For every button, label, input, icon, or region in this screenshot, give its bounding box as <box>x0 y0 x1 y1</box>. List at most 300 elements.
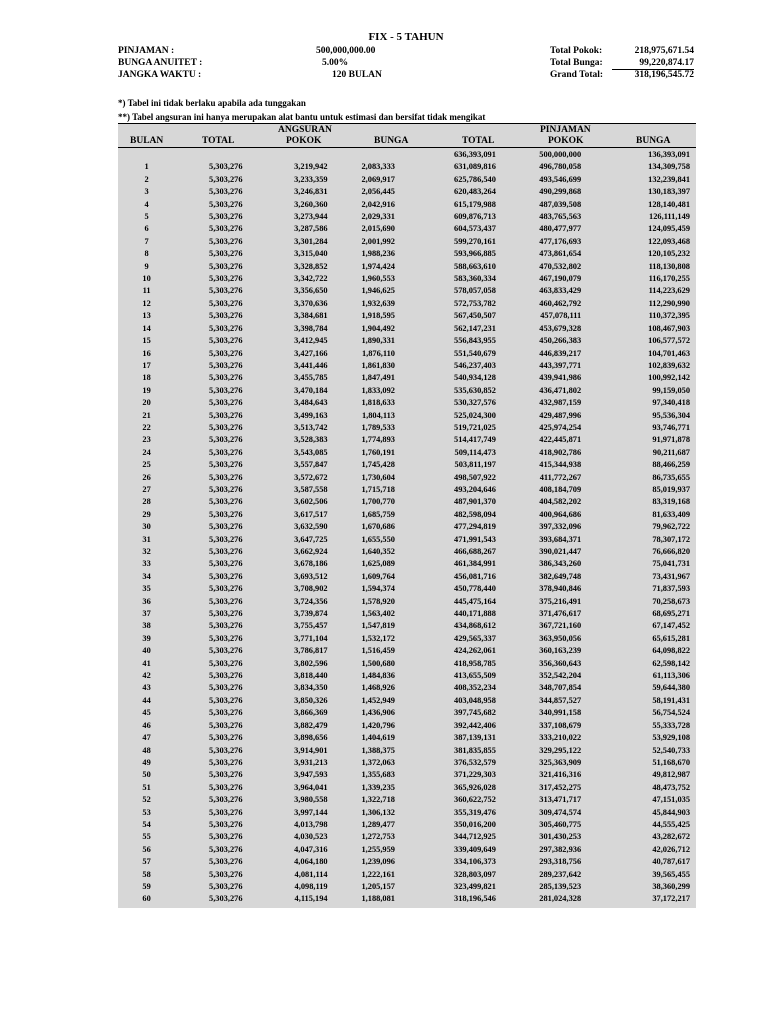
document-title: FIX - 5 TAHUN <box>368 31 444 43</box>
cell-angsuran-bunga: 1,670,686 <box>361 522 395 532</box>
cell-angsuran-pokok: 3,315,040 <box>294 249 328 259</box>
col-header-angsuran-total: TOTAL <box>202 136 235 146</box>
cell-pinjaman-pokok: 285,139,523 <box>539 881 582 891</box>
cell-angsuran-total: 5,303,276 <box>209 894 243 904</box>
col-header-angsuran-pokok: POKOK <box>286 136 322 146</box>
cell-angsuran-pokok: 3,931,213 <box>294 757 328 767</box>
cell-bulan: 7 <box>144 236 149 246</box>
cell-bulan: 2 <box>144 174 149 184</box>
table-row <box>118 571 696 583</box>
cell-pinjaman-bunga: 100,992,142 <box>648 373 690 383</box>
cell-pinjaman-pokok: 386,343,260 <box>539 559 582 569</box>
cell-angsuran-bunga: 1,322,718 <box>361 795 395 805</box>
cell-bulan: 45 <box>142 708 151 718</box>
cell-pinjaman-bunga: 88,466,259 <box>652 460 690 470</box>
cell-pinjaman-pokok: 450,266,383 <box>539 336 582 346</box>
cell-angsuran-bunga: 1,452,949 <box>361 695 395 705</box>
total-pokok-label: Total Pokok: <box>550 46 603 56</box>
cell-angsuran-bunga: 1,640,352 <box>361 547 395 556</box>
table-row <box>118 707 696 719</box>
cell-angsuran-bunga: 1,468,926 <box>361 683 395 693</box>
cell-angsuran-total: 5,303,276 <box>209 199 243 209</box>
table-header-rule <box>118 147 696 148</box>
cell-pinjaman-bunga: 64,098,822 <box>652 646 690 656</box>
cell-angsuran-pokok: 3,328,852 <box>294 261 328 271</box>
cell-angsuran-pokok: 3,602,506 <box>294 497 328 507</box>
cell-angsuran-pokok: 3,273,944 <box>294 212 328 222</box>
cell-angsuran-bunga: 1,255,959 <box>361 844 395 854</box>
cell-angsuran-pokok: 3,342,722 <box>294 274 328 284</box>
cell-angsuran-total: 5,303,276 <box>209 832 243 842</box>
cell-pinjaman-total: 487,901,370 <box>454 497 496 507</box>
cell-bulan: 6 <box>144 224 149 234</box>
cell-angsuran-total: 5,303,276 <box>209 311 243 321</box>
cell-pinjaman-bunga: 76,666,820 <box>652 547 690 556</box>
jangka-waktu-value: 120 BULAN <box>332 70 382 80</box>
cell-pinjaman-pokok: 363,950,056 <box>539 633 582 643</box>
cell-angsuran-pokok: 3,708,902 <box>294 584 328 594</box>
cell-bulan: 16 <box>142 348 151 358</box>
cell-bulan: 23 <box>142 435 151 445</box>
cell-angsuran-total: 5,303,276 <box>209 472 243 482</box>
table-row <box>118 844 696 856</box>
cell-pinjaman-bunga: 68,695,271 <box>652 609 690 619</box>
cell-pinjaman-total: 350,016,200 <box>454 819 496 829</box>
cell-angsuran-bunga: 1,516,459 <box>361 646 395 656</box>
cell-angsuran-pokok: 3,662,924 <box>294 547 328 556</box>
cell-bulan: 42 <box>142 671 151 681</box>
table-row <box>118 769 696 781</box>
cell-pinjaman-pokok: 393,684,371 <box>539 534 582 544</box>
cell-pinjaman-total: 593,966,885 <box>454 249 496 259</box>
cell-angsuran-total: 5,303,276 <box>209 857 243 867</box>
cell-pinjaman-bunga: 81,633,409 <box>652 509 690 519</box>
cell-angsuran-total: 5,303,276 <box>209 757 243 767</box>
col-header-bulan: BULAN <box>130 136 164 146</box>
cell-angsuran-total: 5,303,276 <box>209 385 243 395</box>
cell-bulan: 32 <box>142 547 151 556</box>
cell-pinjaman-pokok: 305,460,775 <box>539 819 582 829</box>
cell-pinjaman-pokok: 329,295,122 <box>539 745 582 755</box>
cell-pinjaman-total: 371,229,303 <box>454 770 496 780</box>
cell-angsuran-bunga: 1,818,633 <box>361 398 395 408</box>
pinjaman-value: 500,000,000.00 <box>316 46 376 56</box>
cell-pinjaman-bunga: 86,735,655 <box>652 472 690 482</box>
cell-angsuran-pokok: 3,678,186 <box>294 559 328 569</box>
cell-angsuran-total: 5,303,276 <box>209 422 243 432</box>
cell-angsuran-bunga: 2,015,690 <box>361 224 395 234</box>
cell-angsuran-pokok: 3,513,742 <box>294 422 328 432</box>
cell-angsuran-total: 5,303,276 <box>209 249 243 259</box>
cell-bulan: 36 <box>142 596 151 606</box>
cell-bulan: 57 <box>142 857 151 867</box>
cell-pinjaman-bunga: 110,372,395 <box>648 311 690 321</box>
cell-pinjaman-pokok: 432,987,159 <box>539 398 582 408</box>
cell-angsuran-total: 5,303,276 <box>209 398 243 408</box>
cell-angsuran-bunga: 1,272,753 <box>361 832 395 842</box>
cell-angsuran-total: 5,303,276 <box>209 745 243 755</box>
cell-pinjaman-total: 392,442,406 <box>454 720 496 730</box>
cell-pinjaman-total: 450,778,440 <box>454 584 496 594</box>
cell-pinjaman-pokok: 382,649,748 <box>539 571 582 581</box>
cell-pinjaman-bunga: 51,168,670 <box>652 757 690 767</box>
cell-pinjaman-total: 440,171,888 <box>454 609 496 619</box>
table-row <box>118 248 696 260</box>
table-row <box>118 757 696 769</box>
total-bunga-value: 99,220,874.17 <box>612 57 694 70</box>
cell-angsuran-total: 5,303,276 <box>209 795 243 805</box>
cell-pinjaman-total: 445,475,164 <box>454 596 496 606</box>
table-row <box>118 459 696 471</box>
cell-angsuran-total: 5,303,276 <box>209 609 243 619</box>
cell-pinjaman-total: 578,057,058 <box>454 286 496 296</box>
table-row <box>118 881 696 893</box>
cell-bulan: 56 <box>142 844 151 854</box>
cell-angsuran-total: 5,303,276 <box>209 807 243 817</box>
cell-pinjaman-bunga: 118,130,808 <box>648 261 690 271</box>
cell-angsuran-total: 5,303,276 <box>209 683 243 693</box>
cell-angsuran-bunga: 1,609,764 <box>361 571 395 581</box>
cell-angsuran-total: 5,303,276 <box>209 522 243 532</box>
table-row <box>118 819 696 831</box>
cell-bulan: 14 <box>142 323 151 333</box>
cell-bulan: 41 <box>142 658 151 668</box>
table-top-rule <box>118 123 696 124</box>
cell-angsuran-bunga: 1,289,477 <box>361 819 395 829</box>
cell-bulan: 59 <box>142 881 151 891</box>
cell-angsuran-bunga: 1,239,096 <box>361 857 395 867</box>
cell-angsuran-bunga: 1,760,191 <box>361 447 395 457</box>
cell-pinjaman-bunga: 75,041,731 <box>652 559 690 569</box>
cell-pinjaman-total: 424,262,061 <box>454 646 496 656</box>
table-row <box>118 223 696 235</box>
cell-angsuran-total: 5,303,276 <box>209 187 243 197</box>
cell-pinjaman-bunga: 42,026,712 <box>652 844 690 854</box>
table-row <box>118 732 696 744</box>
cell-pinjaman-total: 365,926,028 <box>454 782 496 792</box>
cell-pinjaman-pokok: 473,861,654 <box>539 249 582 259</box>
cell-pinjaman-bunga: 83,319,168 <box>652 497 690 507</box>
cell-angsuran-bunga: 2,042,916 <box>361 199 395 209</box>
cell-pinjaman-bunga: 95,536,304 <box>652 410 690 420</box>
cell-pinjaman-bunga: 70,258,673 <box>652 596 690 606</box>
cell-angsuran-pokok: 4,115,194 <box>294 894 328 904</box>
cell-angsuran-total: 5,303,276 <box>209 782 243 792</box>
cell-pinjaman-bunga: 38,360,299 <box>652 881 690 891</box>
cell-pinjaman-pokok: 470,532,802 <box>539 261 582 271</box>
cell-pinjaman-pokok: 467,190,079 <box>539 274 582 284</box>
cell-angsuran-pokok: 3,914,901 <box>294 745 328 755</box>
cell-angsuran-total: 5,303,276 <box>209 212 243 222</box>
cell-pinjaman-pokok: 397,332,096 <box>539 522 582 532</box>
cell-angsuran-bunga: 1,404,619 <box>361 733 395 743</box>
cell-angsuran-pokok: 3,370,636 <box>294 298 328 308</box>
cell-angsuran-total: 5,303,276 <box>209 236 243 246</box>
cell-angsuran-total: 5,303,276 <box>209 162 243 172</box>
cell-pinjaman-bunga: 71,837,593 <box>652 584 690 594</box>
cell-pinjaman-total: 477,294,819 <box>454 522 496 532</box>
cell-angsuran-pokok: 4,098,119 <box>294 881 328 891</box>
cell-pinjaman-pokok: 313,471,717 <box>539 795 582 805</box>
cell-pinjaman-pokok: 463,833,429 <box>539 286 582 296</box>
cell-pinjaman-bunga: 37,172,217 <box>652 894 690 904</box>
cell-pinjaman-total: 572,753,782 <box>454 298 496 308</box>
cell-pinjaman-pokok: 344,857,527 <box>539 695 582 705</box>
cell-angsuran-total: 5,303,276 <box>209 869 243 879</box>
cell-angsuran-total: 5,303,276 <box>209 360 243 370</box>
cell-angsuran-bunga: 1,833,092 <box>361 385 395 395</box>
cell-pinjaman-pokok: 404,582,202 <box>539 497 582 507</box>
cell-pinjaman-total: 355,319,476 <box>454 807 496 817</box>
cell-angsuran-pokok: 3,484,643 <box>294 398 328 408</box>
cell-bulan: 50 <box>142 770 151 780</box>
table-row <box>118 422 696 434</box>
cell-angsuran-bunga: 1,563,402 <box>361 609 395 619</box>
cell-angsuran-bunga: 1,436,906 <box>361 708 395 718</box>
cell-pinjaman-bunga: 62,598,142 <box>652 658 690 668</box>
cell-bulan: 22 <box>142 422 151 432</box>
cell-angsuran-total: 5,303,276 <box>209 435 243 445</box>
cell-pinjaman-total: 456,081,716 <box>454 571 496 581</box>
cell-angsuran-total: 5,303,276 <box>209 720 243 730</box>
cell-angsuran-bunga: 1,946,625 <box>361 286 395 296</box>
cell-pinjaman-total: 328,803,097 <box>454 869 496 879</box>
cell-bulan: 4 <box>144 199 149 209</box>
table-row <box>118 161 696 173</box>
table-row <box>118 521 696 533</box>
cell-pinjaman-pokok: 352,542,204 <box>539 671 582 681</box>
cell-angsuran-bunga: 1,532,172 <box>361 633 395 643</box>
cell-angsuran-total: 5,303,276 <box>209 671 243 681</box>
cell-pinjaman-bunga: 136,393,091 <box>648 150 690 159</box>
cell-pinjaman-pokok: 375,216,491 <box>539 596 582 606</box>
cell-angsuran-bunga: 1,355,683 <box>361 770 395 780</box>
cell-angsuran-pokok: 3,246,831 <box>294 187 328 197</box>
cell-pinjaman-bunga: 61,113,306 <box>652 671 690 681</box>
cell-pinjaman-pokok: 443,397,771 <box>539 360 582 370</box>
cell-pinjaman-pokok: 493,546,699 <box>539 174 582 184</box>
cell-bulan: 15 <box>142 336 151 346</box>
cell-pinjaman-pokok: 422,445,871 <box>539 435 582 445</box>
cell-angsuran-pokok: 3,980,558 <box>294 795 328 805</box>
cell-pinjaman-bunga: 134,309,758 <box>648 162 690 172</box>
cell-pinjaman-bunga: 52,540,733 <box>652 745 690 755</box>
table-row <box>118 682 696 694</box>
cell-angsuran-bunga: 2,069,917 <box>361 174 395 184</box>
col-header-pinjaman-bunga: BUNGA <box>636 136 671 146</box>
cell-angsuran-pokok: 3,693,512 <box>294 571 328 581</box>
cell-pinjaman-bunga: 106,577,572 <box>648 336 690 346</box>
table-row <box>118 782 696 794</box>
cell-angsuran-total: 5,303,276 <box>209 224 243 234</box>
schedule-table <box>118 149 696 906</box>
cell-pinjaman-bunga: 91,971,878 <box>652 435 690 445</box>
cell-angsuran-total: 5,303,276 <box>209 584 243 594</box>
cell-pinjaman-pokok: 483,765,563 <box>539 212 582 222</box>
cell-pinjaman-total: 344,712,925 <box>454 832 496 842</box>
cell-angsuran-bunga: 2,001,992 <box>361 236 395 246</box>
cell-angsuran-total: 5,303,276 <box>209 571 243 581</box>
table-row <box>118 360 696 372</box>
cell-angsuran-total: 5,303,276 <box>209 348 243 358</box>
cell-bulan: 52 <box>142 795 151 805</box>
cell-bulan: 1 <box>144 162 149 172</box>
cell-angsuran-total: 5,303,276 <box>209 174 243 184</box>
cell-pinjaman-total: 418,958,785 <box>454 658 496 668</box>
cell-bulan: 28 <box>142 497 151 507</box>
cell-angsuran-total: 5,303,276 <box>209 844 243 854</box>
cell-pinjaman-bunga: 73,431,967 <box>652 571 690 581</box>
cell-pinjaman-pokok: 490,299,868 <box>539 187 582 197</box>
cell-bulan <box>118 149 175 161</box>
cell-angsuran-total: 5,303,276 <box>209 298 243 308</box>
cell-pinjaman-bunga: 126,111,149 <box>649 212 690 222</box>
cell-pinjaman-pokok: 418,902,786 <box>539 447 582 457</box>
cell-bulan: 47 <box>142 733 151 743</box>
table-row <box>118 633 696 645</box>
cell-bulan: 54 <box>142 819 151 829</box>
cell-pinjaman-bunga: 90,211,687 <box>652 447 690 457</box>
cell-pinjaman-total: 567,450,507 <box>454 311 496 321</box>
cell-angsuran-pokok: 3,427,166 <box>294 348 328 358</box>
table-row <box>118 186 696 198</box>
cell-bulan: 37 <box>142 609 151 619</box>
cell-angsuran-bunga: 1,804,113 <box>361 410 395 420</box>
cell-angsuran-total: 5,303,276 <box>209 559 243 569</box>
cell-pinjaman-pokok: 367,721,160 <box>539 621 582 631</box>
cell-angsuran-pokok: 3,543,085 <box>294 447 328 457</box>
cell-bulan: 44 <box>142 695 151 705</box>
cell-bulan: 34 <box>142 571 151 581</box>
cell-pinjaman-bunga: 39,565,455 <box>652 869 690 879</box>
cell-angsuran-pokok: 3,470,184 <box>294 385 328 395</box>
cell-pinjaman-total: 413,655,509 <box>454 671 496 681</box>
table-row <box>118 856 696 868</box>
cell-angsuran-bunga: 1,932,639 <box>361 298 395 308</box>
cell-angsuran-bunga: 1,730,604 <box>361 472 395 482</box>
cell-angsuran-pokok: 3,771,104 <box>294 633 328 643</box>
cell-pinjaman-bunga: 114,223,629 <box>648 286 690 296</box>
cell-angsuran-bunga: 1,918,595 <box>361 311 395 321</box>
cell-pinjaman-pokok: 487,039,508 <box>539 199 582 209</box>
cell-angsuran-bunga: 1,876,110 <box>361 348 395 358</box>
cell-pinjaman-total: 631,089,816 <box>454 162 496 172</box>
cell-pinjaman-total: 434,868,612 <box>454 621 496 631</box>
schedule-table-body <box>118 149 696 906</box>
cell-pinjaman-bunga: 55,333,728 <box>652 720 690 730</box>
cell-pinjaman-pokok: 425,974,254 <box>539 422 582 432</box>
table-row <box>118 310 696 322</box>
cell-bulan: 46 <box>142 720 151 730</box>
cell-angsuran-total: 5,303,276 <box>209 658 243 668</box>
pinjaman-label: PINJAMAN : <box>118 46 175 56</box>
cell-pinjaman-total: 493,204,646 <box>454 484 496 494</box>
cell-bulan: 33 <box>142 559 151 569</box>
table-row <box>118 509 696 521</box>
table-row <box>118 658 696 670</box>
cell-pinjaman-total: 525,024,300 <box>454 410 496 420</box>
cell-angsuran-total: 5,303,276 <box>209 708 243 718</box>
table-row <box>118 620 696 632</box>
cell-angsuran-total: 5,303,276 <box>209 274 243 284</box>
cell-bulan: 10 <box>142 274 151 284</box>
cell-bulan: 20 <box>142 398 151 408</box>
group-header-angsuran: ANGSURAN <box>278 125 332 135</box>
cell-pinjaman-bunga: 124,095,459 <box>648 224 690 234</box>
table-row <box>118 472 696 484</box>
cell-pinjaman-total: 466,688,267 <box>454 547 496 556</box>
cell-angsuran-pokok: 4,013,798 <box>294 819 328 829</box>
cell-angsuran-bunga: 1,847,491 <box>361 373 395 383</box>
table-row <box>118 236 696 248</box>
cell-angsuran-bunga: 1,655,550 <box>361 534 395 544</box>
cell-pinjaman-total: 387,139,131 <box>454 733 496 743</box>
cell-angsuran-total: 5,303,276 <box>209 497 243 507</box>
cell-pinjaman-bunga: 93,746,771 <box>652 422 690 432</box>
cell-pinjaman-bunga: 47,151,035 <box>652 795 690 805</box>
cell-pinjaman-total: 323,499,821 <box>454 881 496 891</box>
cell-bulan: 48 <box>142 745 151 755</box>
cell-angsuran-pokok: 3,997,144 <box>294 807 328 817</box>
cell-pinjaman-total: 318,196,546 <box>454 894 496 904</box>
cell-bulan: 13 <box>142 311 151 321</box>
cell-pinjaman-bunga: 43,282,672 <box>652 832 690 842</box>
cell-angsuran-total: 5,303,276 <box>209 410 243 420</box>
cell-pinjaman-bunga: 44,555,425 <box>652 819 690 829</box>
cell-pinjaman-total: 556,843,955 <box>454 336 496 346</box>
cell-pinjaman-bunga: 65,615,281 <box>652 633 690 643</box>
cell-pinjaman-total: 551,540,679 <box>454 348 496 358</box>
cell-angsuran-pokok: 3,898,656 <box>294 733 328 743</box>
cell-angsuran-total: 5,303,276 <box>209 881 243 891</box>
cell-angsuran-pokok: 3,818,440 <box>294 671 328 681</box>
cell-angsuran-total: 5,303,276 <box>209 695 243 705</box>
cell-pinjaman-pokok: 340,991,158 <box>539 708 582 718</box>
grand-total-value: 318,196,545.72 <box>634 70 694 80</box>
cell-angsuran-pokok: 3,786,817 <box>294 646 328 656</box>
cell-pinjaman-pokok: 496,780,058 <box>539 162 582 172</box>
table-row <box>118 372 696 384</box>
table-row <box>118 211 696 223</box>
cell-pinjaman-bunga: 48,473,752 <box>652 782 690 792</box>
cell-pinjaman-bunga: 132,239,841 <box>648 174 690 184</box>
cell-bulan: 39 <box>142 633 151 643</box>
cell-angsuran-bunga: 1,372,063 <box>361 757 395 767</box>
table-row <box>118 434 696 446</box>
col-header-pinjaman-pokok: POKOK <box>548 136 584 146</box>
cell-bulan: 24 <box>142 447 151 457</box>
cell-pinjaman-pokok: 390,021,447 <box>539 547 582 556</box>
table-row <box>118 385 696 397</box>
cell-angsuran-bunga: 1,547,819 <box>361 621 395 631</box>
cell-angsuran-pokok: 3,947,593 <box>294 770 328 780</box>
cell-pinjaman-pokok: 371,476,617 <box>539 609 582 619</box>
table-row <box>118 447 696 459</box>
cell-pinjaman-pokok: 439,941,986 <box>539 373 582 383</box>
table-row <box>118 261 696 273</box>
cell-angsuran-pokok: 4,030,523 <box>294 832 328 842</box>
cell-pinjaman-bunga: 67,147,452 <box>652 621 690 631</box>
cell-pinjaman-total: 498,507,922 <box>454 472 496 482</box>
cell-pinjaman-total: 397,745,682 <box>454 708 496 718</box>
cell-angsuran-total: 5,303,276 <box>209 770 243 780</box>
cell-angsuran-bunga: 1,388,375 <box>361 745 395 755</box>
cell-angsuran-pokok: 3,412,945 <box>294 336 328 346</box>
cell-pinjaman-pokok: 415,344,938 <box>539 460 582 470</box>
note-1: *) Tabel ini tidak berlaku apabila ada tunggakan <box>118 98 306 108</box>
cell-pinjaman-total: 625,786,540 <box>454 174 496 184</box>
table-row <box>118 335 696 347</box>
